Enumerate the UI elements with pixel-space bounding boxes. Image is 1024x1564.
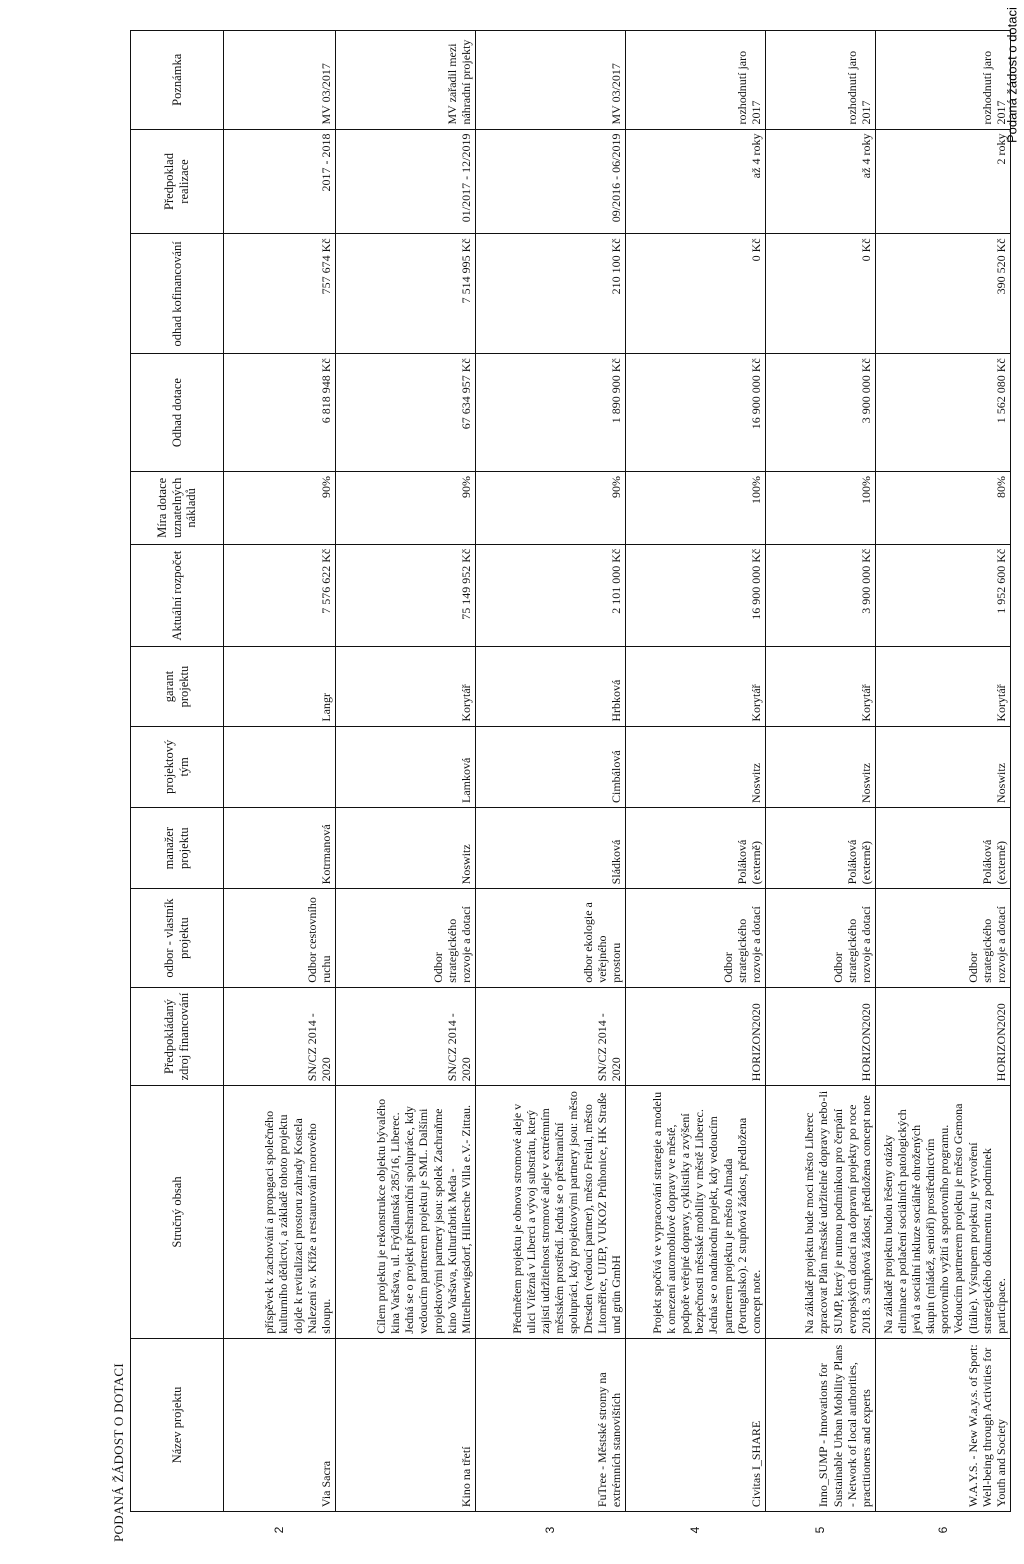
subsidy-estimate: 1 562 080 Kč [876,354,1011,472]
column-header: Aktuální rozpočet [131,544,224,647]
page-header-label: Podaná žádost o dotaci [1004,7,1020,143]
project-summary: Projekt spočívá ve vypracování strategie a modelu k omezení automobilové dopravy ve městě, podpoře veřejné dopravy, cyklistiky a zvýšení bezpečnosti městské mobility v městě Liberec. Jedná se o nadnárodní projekt, kdy vedoucím partnerem projektu je město Almada (Portugalsko). 2 stupňová žádost, předložena concept note. [626,1086,766,1339]
subsidy-estimate: 67 634 957 Kč [336,354,476,472]
column-header: odbor - vlastník projektu [131,889,224,987]
project-team: Noswitz [766,726,876,807]
project-name: W.A.Y.S. - New W.a.y.s. of Sport: Well-being through Activities for Youth and Society [876,1338,1011,1511]
project-guarantor: Korytář [766,647,876,726]
department: odbor ekologie a veřejného prostoru [476,889,626,987]
project-team: Noswitz [876,726,1011,807]
row-index: 6 [935,1526,950,1534]
subsidy-rate: 80% [876,471,1011,544]
project-manager: Sládková [476,807,626,888]
funding-source: HORIZON2020 [876,987,1011,1085]
column-header: Předpoklad realizace [131,129,224,234]
column-header: garant projektu [131,647,224,726]
department: Odbor strategického rozvoje a dotací [626,889,766,987]
index-header [131,1512,224,1548]
funding-source: HORIZON2020 [626,987,766,1085]
table-row [476,31,626,1549]
cofinancing-estimate: 390 520 Kč [876,234,1011,354]
note: MV zařadil mezi náhradní projekty [336,31,476,130]
budget: 1 952 600 Kč [876,544,1011,647]
project-team: Noswitz [626,726,766,807]
note: rozhodnutí jaro 2017 [876,31,1011,130]
budget: 2 101 000 Kč [476,544,626,647]
column-header: Poznámka [131,31,224,130]
department: Odbor strategického rozvoje a dotací [336,889,476,987]
row-index: 4 [688,1526,703,1534]
project-manager: Poláková (externě) [766,807,876,888]
subsidy-rate: 90% [476,471,626,544]
cofinancing-estimate: 7 514 995 Kč [336,234,476,354]
cofinancing-estimate: 210 100 Kč [476,234,626,354]
note: rozhodnutí jaro 2017 [766,31,876,130]
project-summary: Na základě projektu bude moci město Liberec zpracovat Plán městské udržitelné dopravy nebo-li SUMP, který je nutnou podmínkou pro čerpání evropských dotací na dopravní projekty po roce 2018. 3 stupňová žádost, předložena concept note [766,1086,876,1339]
project-name: FuTree - Městské stromy na extrémních stanovištích [476,1338,626,1511]
table-row [876,31,1011,1549]
table-row [626,31,766,1549]
realization-period: 01/2017 - 12/2019 [336,129,476,234]
realization-period: až 4 roky [626,129,766,234]
project-manager: Poláková (externě) [626,807,766,888]
project-guarantor: Hrbková [476,647,626,726]
cofinancing-estimate: 0 Kč [766,234,876,354]
budget: 75 149 952 Kč [336,544,476,647]
subsidy-rate: 100% [626,471,766,544]
column-header: projektový tým [131,726,224,807]
project-name: Kino na třetí [336,1338,476,1511]
realization-period: 2017 - 2018 [224,129,336,234]
column-header: Odhad dotace [131,354,224,472]
rotated-document [110,28,1020,1548]
project-guarantor: Korytář [876,647,1011,726]
column-header: Předpokládaný zdroj financování [131,987,224,1085]
subsidy-rate: 90% [224,471,336,544]
subsidy-estimate: 16 900 000 Kč [626,354,766,472]
project-guarantor: Korytář [336,647,476,726]
project-team: Lamková [336,726,476,807]
funding-source: SN/CZ 2014 - 2020 [476,987,626,1085]
note: rozhodnutí jaro 2017 [626,31,766,130]
document-title: PODANÁ ŽÁDOST O DOTACI [111,1362,126,1542]
column-header: Míra dotace uznatelných nákladů [131,471,224,544]
subsidy-rate: 100% [766,471,876,544]
budget: 7 576 622 Kč [224,544,336,647]
table-row [224,31,336,1549]
funding-source: SN/CZ 2014 - 2020 [336,987,476,1085]
project-guarantor: Langr [224,647,336,726]
project-manager: Noswitz [336,807,476,888]
note: MV 03/2017 [224,31,336,130]
subsidy-estimate: 1 890 900 Kč [476,354,626,472]
table-row [336,31,476,1549]
department: Odbor strategického rozvoje a dotací [766,889,876,987]
column-header: manažer projektu [131,807,224,888]
realization-period: 2 roky [876,129,1011,234]
subsidy-estimate: 3 900 000 Kč [766,354,876,472]
department: Odbor strategického rozvoje a dotací [876,889,1011,987]
project-name: Inno_SUMP - Innovations for Sustainable Urban Mobility Plans - Network of local authorities, practitioners and experts [766,1338,876,1511]
funding-source: SN/CZ 2014 - 2020 [224,987,336,1085]
row-index: 2 [272,1526,287,1534]
column-header: Název projektu [131,1338,224,1511]
project-manager: Kotrmanová [224,807,336,888]
budget: 16 900 000 Kč [626,544,766,647]
funding-source: HORIZON2020 [766,987,876,1085]
project-team: Cimbálová [476,726,626,807]
realization-period: až 4 roky [766,129,876,234]
budget: 3 900 000 Kč [766,544,876,647]
project-summary: Na základě projektu budou řešeny otázky eliminace a potlačení sociálních patologických jevů a sociální inkluze sociálně ohrožených skupin (mládež, senioři) prostřednictvím sportovního vyžití a sportovního programu. Vedoucím partnerem projektu je město Gemona (Itálie). Výstupem projektu je vytvoření strategického dokumentu za podmínek participace. [876,1086,1011,1339]
grant-table [130,30,1011,1548]
row-index: 3 [543,1526,558,1534]
note: MV 03/2017 [476,31,626,130]
project-name: Civitas I_SHARE [626,1338,766,1511]
subsidy-estimate: 6 818 948 Kč [224,354,336,472]
project-summary: Cílem projektu je rekonstrukce objektu bývalého kina Varšava, ul. Frýdlantská 285/16, Liberec. Jedná se o projekt přeshraniční spolupráce, kdy vedoucím partnerem projektu je SML. Dalšími projektovými partnery jsou: spolek Zachraňme kino Varšava, Kulturfabrik Meda - Mittelherwigsdorf, Hillersche Villa e.V.- Zittau. [336,1086,476,1339]
column-header: Stručný obsah [131,1086,224,1339]
header-row [131,31,224,1549]
project-summary: příspěvek k zachování a propagaci společného kulturního dědictví, a základě tohoto projektu dojde k revitalizaci prostoru zahrady Kostela Nalezení sv. Kříže a restaurování morového sloupu. [224,1086,336,1339]
realization-period: 09/2016 - 06/2019 [476,129,626,234]
column-header: odhad kofinancování [131,234,224,354]
cofinancing-estimate: 757 674 Kč [224,234,336,354]
project-summary: Předmětem projektu je obnova stromové aleje v ulici Vítězná v Liberci a vývoj substrátu, který zajistí udržitelnost stromové aleje v extrémním městském prostředí. Jedná se o přeshraniční spolupráci, kdy projektovými partnery jsou: město Dresden (vedoucí partner), město Freital, město Litoměřice, UJEP, VUKOZ Průhonice, HK Straße und grün GmbH [476,1086,626,1339]
table-row [766,31,876,1549]
row-index: 5 [813,1526,828,1534]
department: Odbor cestovního ruchu [224,889,336,987]
project-team [224,726,336,807]
cofinancing-estimate: 0 Kč [626,234,766,354]
subsidy-rate: 90% [336,471,476,544]
project-guarantor: Korytář [626,647,766,726]
project-name: Via Sacra [224,1338,336,1511]
row-index [336,1512,476,1548]
project-manager: Poláková (externě) [876,807,1011,888]
